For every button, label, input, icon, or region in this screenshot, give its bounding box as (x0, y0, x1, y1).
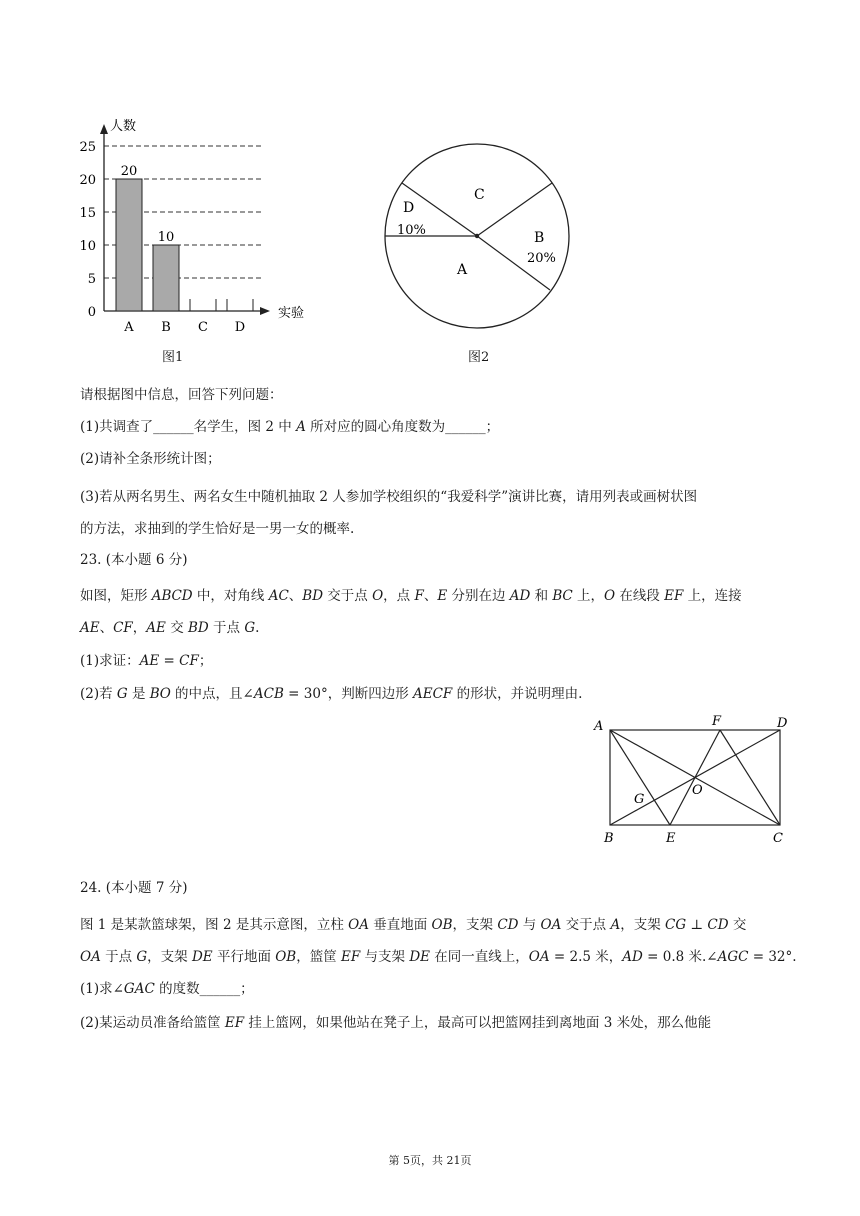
point-c-label: C (773, 831, 783, 846)
y-tick-label: 0 (87, 305, 96, 320)
x-tick-label: A (124, 320, 134, 335)
y-axis-arrow (100, 124, 108, 134)
point-e-label: E (666, 831, 676, 846)
fig2-caption: 图2 (468, 350, 490, 365)
pie-label-a: A (457, 262, 468, 278)
bar-data-label: 10 (157, 230, 175, 245)
problem-23-line-1: 如图，矩形 𝐴𝐵𝐶𝐷 中，对角线 𝐴𝐶、𝐵𝐷 交于点 𝑂，点 𝐹、𝐸 分别在边 𝐴𝐷 和 𝐵𝐶 上，𝑂 在线段 𝐸𝐹 上，连接 (80, 588, 742, 604)
y-tick-label: 5 (87, 272, 96, 287)
problem-24-question-2: (2)某运动员准备给篮筐 𝐸𝐹 挂上篮网，如果他站在凳子上，最高可以把篮网挂到离地面 3 米处，那么他能 (80, 1015, 712, 1031)
pie-label-b: B (534, 230, 545, 246)
point-d-label: D (777, 716, 788, 731)
problem-23-question-1: (1)求证：𝐴𝐸 = 𝐶𝐹； (80, 653, 213, 669)
rectangle-figure (590, 710, 795, 850)
y-axis-label: 人数 (110, 119, 137, 134)
segment-ae (610, 730, 670, 825)
bar-b (153, 245, 179, 311)
y-tick-label: 25 (79, 140, 96, 155)
pie-label-c: C (474, 187, 485, 203)
y-tick-label: 15 (79, 206, 96, 221)
x-tick-label: C (198, 320, 208, 335)
x-axis-label: 实验 (278, 306, 305, 321)
point-f-label: F (712, 714, 722, 729)
problem-23-title: 23. (本小题 6 分) (80, 552, 188, 568)
problem-24-question-1: (1)求∠𝐺𝐴𝐶 的度数______； (80, 981, 254, 997)
y-tick-label: 10 (79, 239, 96, 254)
point-o-label: O (692, 783, 703, 798)
problem-23-question-2: (2)若 𝐺 是 𝐵𝑂 的中点，且∠𝐴𝐶𝐵 = 30°，判断四边形 𝐴𝐸𝐶𝐹 的形状，并说明理由. (80, 686, 583, 702)
question-2: (2)请补全条形统计图； (80, 451, 221, 467)
problem-24-line-1: 图 1 是某款篮球架，图 2 是其示意图，立柱 𝑂𝐴 垂直地面 𝑂𝐵，支架 𝐶𝐷 与 𝑂𝐴 交于点 𝐴，支架 𝐶𝐺 ⊥ 𝐶𝐷 交 (80, 917, 747, 933)
x-tick-label: B (161, 320, 171, 335)
bar-chart (72, 112, 332, 337)
problem-24-line-2: 𝑂𝐴 于点 𝐺，支架 𝐷𝐸 平行地面 𝑂𝐵，篮筐 𝐸𝐹 与支架 𝐷𝐸 在同一直线上，𝑂𝐴 = 2.5 米，𝐴𝐷 = 0.8 米.∠𝐴𝐺𝐶 = 32°. (80, 949, 797, 965)
pie-chart (384, 142, 572, 330)
segment-cf (720, 730, 780, 825)
point-b-label: B (604, 831, 614, 846)
x-axis-arrow (260, 307, 270, 315)
pie-divider-b-c (477, 183, 552, 236)
problem-24-title: 24. (本小题 7 分) (80, 880, 188, 896)
fig1-caption: 图1 (162, 350, 184, 365)
page-footer: 第 5页，共 21页 (388, 1154, 472, 1167)
segment-ef (670, 730, 720, 825)
pie-percent-d: 10% (397, 223, 426, 238)
question-3-line-2: 的方法，求抽到的学生恰好是一男一女的概率. (80, 521, 355, 537)
pie-label-d: D (403, 200, 415, 216)
y-tick-label: 20 (79, 173, 96, 188)
bar-a (116, 179, 142, 311)
intro-text: 请根据图中信息，回答下列问题： (80, 387, 283, 403)
pie-center (475, 234, 479, 238)
problem-23-line-2: 𝐴𝐸、𝐶𝐹，𝐴𝐸 交 𝐵𝐷 于点 𝐺. (80, 620, 260, 636)
bar-data-label: 20 (120, 164, 138, 179)
point-a-label: A (594, 719, 604, 734)
pie-percent-b: 20% (527, 251, 556, 266)
question-1: (1)共调查了______名学生，图 2 中 𝐴 所对应的圆心角度数为______； (80, 419, 500, 435)
question-3-line-1: (3)若从两名男生、两名女生中随机抽取 2 人参加学校组织的“我爱科学”演讲比赛，请用列表或画树状图 (80, 489, 698, 505)
point-g-label: G (634, 792, 645, 807)
x-tick-label: D (234, 320, 246, 335)
